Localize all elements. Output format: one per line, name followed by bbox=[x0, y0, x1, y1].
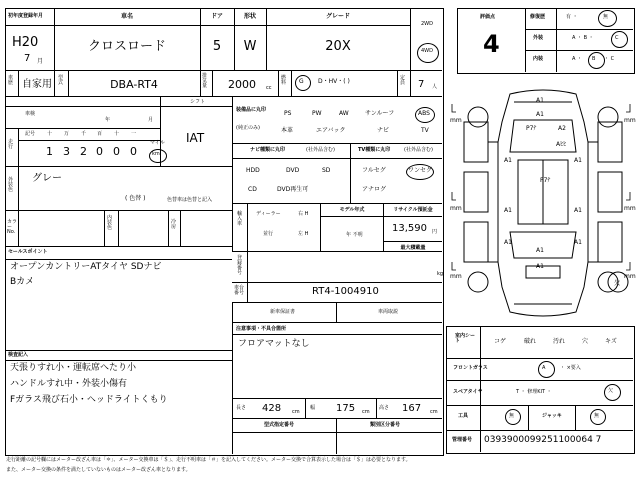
shape-label: 形状 bbox=[243, 13, 257, 20]
diagram-label: A1 bbox=[536, 111, 544, 118]
grade-label: グレード bbox=[325, 13, 351, 20]
import-left: 左 H bbox=[298, 231, 309, 237]
repair-label: 修復歴 bbox=[530, 14, 546, 20]
model-year-value: 年 不明 bbox=[346, 232, 363, 238]
color-no-label: カラーNo. bbox=[7, 219, 18, 235]
diagram-mm: mm bbox=[450, 205, 462, 212]
tools-value: 無 bbox=[509, 413, 515, 419]
tv-sub: (社外品含む) bbox=[404, 147, 433, 153]
shape-value: W bbox=[243, 39, 257, 54]
height-label: 高さ bbox=[379, 405, 390, 411]
color-change: ( 色替 ) bbox=[125, 195, 146, 202]
car-name: クロスロード bbox=[87, 39, 167, 54]
length-cm: cm bbox=[292, 409, 300, 415]
year-label: 年 bbox=[105, 117, 111, 123]
max-load-kg: kg bbox=[437, 271, 444, 277]
interior-eval-label: 内装 bbox=[533, 56, 544, 62]
mileage-digit: 2 bbox=[80, 145, 87, 158]
door-count: 5 bbox=[212, 39, 222, 54]
nav-item: CD bbox=[248, 186, 257, 193]
class-label: 類別区分番号 bbox=[370, 422, 401, 428]
equip-item: ナビ bbox=[377, 127, 390, 134]
digit-header: 千 bbox=[81, 131, 87, 137]
import-label: 輸入車 bbox=[237, 211, 243, 227]
interior-label: 内装色 bbox=[107, 215, 113, 231]
digit-header: 十 bbox=[114, 131, 120, 137]
digit-header: 万 bbox=[64, 131, 70, 137]
jack-label: ジャッキ bbox=[542, 413, 562, 419]
interior-grade: B bbox=[592, 56, 596, 62]
room-seat-label: 室内シート bbox=[455, 333, 476, 344]
digit-header: 一 bbox=[131, 131, 137, 137]
equip-title: 装備品に丸印 bbox=[236, 107, 267, 113]
import-parallel: 並行 bbox=[263, 231, 274, 237]
chassis-label: 車台番号 bbox=[234, 285, 245, 296]
aircon-label: 冷房 bbox=[171, 219, 177, 230]
exterior-c-circle bbox=[611, 31, 628, 48]
spare-missing: 欠 bbox=[608, 388, 614, 394]
tv-title: TV種類に丸印 bbox=[358, 147, 391, 153]
width-label: 幅 bbox=[310, 405, 316, 411]
shift-value: IAT bbox=[186, 131, 205, 145]
first-reg-month: 7 bbox=[24, 53, 31, 64]
diagram-mm: mm bbox=[450, 117, 462, 124]
control-label: 管理番号 bbox=[452, 437, 473, 443]
repair-none: 無 bbox=[603, 14, 609, 20]
recycle-yen: 円 bbox=[432, 229, 438, 235]
equip-subtitle: (純正のみ) bbox=[236, 125, 260, 131]
unit-mile: マイル bbox=[150, 140, 165, 146]
car-name-label: 車名 bbox=[120, 13, 134, 20]
diagram-missing: 欠 bbox=[614, 280, 621, 287]
diagram-label: Aﾋﾋ bbox=[556, 141, 567, 148]
manual: 車両取説 bbox=[378, 309, 399, 315]
capacity-value: 7 bbox=[418, 79, 425, 90]
exterior-eval-options: A ・ B ・ bbox=[572, 35, 594, 41]
first-reg-label: 初年度登録年月 bbox=[8, 13, 44, 19]
nav-title: ナビ種類に丸印 bbox=[250, 147, 286, 153]
inspection-label: 車検 bbox=[25, 111, 36, 117]
drive-2wd: 2WD bbox=[421, 21, 433, 27]
color-note: 色替車は色替と記入 bbox=[167, 197, 213, 203]
seller-points-label: セールスポイント bbox=[8, 249, 48, 255]
import-dealer: ディーラー bbox=[256, 211, 281, 217]
nav-item: SD bbox=[322, 167, 331, 174]
first-reg-year: H20 bbox=[12, 35, 39, 50]
equip-item: サンルーフ bbox=[365, 110, 395, 117]
tv-item: ワンセグ bbox=[408, 167, 433, 174]
reg-label: 車歴 bbox=[8, 75, 14, 86]
equip-item: 本革 bbox=[281, 127, 294, 134]
mileage-digit: 3 bbox=[63, 145, 70, 158]
diagram-label: P7ﾅ bbox=[540, 177, 551, 184]
nav-sub: (社外品含む) bbox=[306, 147, 335, 153]
inspector-line-3: Fガラス飛び石小・ヘッドライトくもり bbox=[10, 395, 168, 405]
diagram-mm: mm bbox=[624, 205, 636, 212]
exterior-color: グレー bbox=[32, 173, 62, 184]
diagram-label: P7ﾅ bbox=[526, 125, 537, 132]
diagram-label: A2 bbox=[558, 125, 566, 132]
month-unit: 月 bbox=[37, 58, 44, 65]
diagram-mm: mm bbox=[624, 117, 636, 124]
mileage-digit: 0 bbox=[96, 145, 103, 158]
interior-eval-a: A ・ bbox=[572, 56, 583, 62]
inspector-label: 検査記入 bbox=[8, 352, 29, 358]
exterior-grade: C bbox=[615, 35, 619, 41]
cc-unit: cc bbox=[266, 85, 272, 91]
inspector-line-2: ハンドルすれ中・外装小傷有 bbox=[10, 379, 128, 389]
recycle-value: 13,590 bbox=[392, 223, 427, 234]
diagram-label: A1 bbox=[536, 247, 544, 254]
mileage-digit: 0 bbox=[113, 145, 120, 158]
shift-label: シフト bbox=[190, 99, 206, 105]
diagram-mm: mm bbox=[624, 273, 636, 280]
type-label: 型式指定番号 bbox=[264, 422, 295, 428]
diagram-label: A1 bbox=[574, 207, 582, 214]
diagram-label: A1 bbox=[504, 207, 512, 214]
tools-label: 工具 bbox=[458, 413, 469, 419]
notes-text: フロアマットなし bbox=[238, 339, 310, 349]
footer-line-2: また、メーター交換の条件を満たしていないものはメーター改ざん車となります。 bbox=[6, 467, 191, 473]
jack-value: 無 bbox=[594, 413, 600, 419]
front-glass-rest: ・ ×要入 bbox=[560, 365, 581, 371]
interior-b-circle bbox=[588, 52, 605, 69]
capacity-unit: 人 bbox=[432, 84, 438, 90]
notes-label: 注意事項・不具合箇所 bbox=[236, 326, 287, 332]
mileage-label: 走行 bbox=[8, 139, 14, 150]
diagram-label: A1 bbox=[574, 157, 582, 164]
drive-4wd: 4WD bbox=[421, 48, 433, 54]
chassis-value: RT4-1004910 bbox=[312, 286, 379, 297]
month-label: 月 bbox=[148, 117, 154, 123]
diagram-label: A1 bbox=[504, 157, 512, 164]
room-seat-item: コゲ bbox=[494, 338, 507, 345]
equip-item: PS bbox=[284, 110, 292, 117]
fuel-label: 燃料 bbox=[281, 75, 287, 86]
interior-eval-c: ・ C bbox=[604, 56, 615, 62]
reg-number-label: 登録番号 bbox=[237, 255, 243, 276]
capacity-label: 定員 bbox=[400, 75, 406, 86]
equip-item: PW bbox=[312, 110, 322, 117]
displacement-label: 排気量 bbox=[202, 73, 208, 89]
fuel-g: G bbox=[299, 78, 304, 85]
import-right: 右 H bbox=[298, 211, 309, 217]
front-glass-circle bbox=[538, 361, 555, 378]
equip-item: ABS bbox=[418, 110, 430, 117]
digit-header: 十 bbox=[47, 131, 53, 137]
equip-item: エアバック bbox=[316, 127, 346, 134]
equip-item: AW bbox=[339, 110, 349, 117]
room-seat-item: キズ bbox=[605, 338, 617, 345]
footer-line-1: 走行距離の記号欄にはメーター改ざん車は「＊」、メーター交換車は「＄」、走行不明車は「＃」を記入してください。メーター交換で合算表示した場合は「＄」は必要となります。 bbox=[6, 457, 411, 463]
recycle-label: リサイクル預託金 bbox=[393, 207, 433, 213]
max-load-label: 最大積載量 bbox=[400, 245, 426, 251]
model-year-label: モデル年式 bbox=[339, 207, 365, 213]
repair-options: 有 ・ bbox=[566, 14, 578, 20]
control-value: 0393900099251100064 7 bbox=[484, 435, 602, 445]
room-seat-item: 汚れ bbox=[553, 338, 566, 345]
seller-point-line-2: Bカメ bbox=[10, 277, 35, 287]
width-value: 175 bbox=[336, 403, 356, 414]
digit-header: 百 bbox=[97, 131, 103, 137]
digit-header: 記号 bbox=[25, 131, 36, 137]
tv-item: アナログ bbox=[362, 186, 387, 193]
height-cm: cm bbox=[430, 409, 438, 415]
nav-item: DVD bbox=[286, 167, 300, 174]
score-label: 評価点 bbox=[480, 14, 496, 20]
reg-value: 自家用 bbox=[22, 79, 52, 90]
fuel-rest: D・HV・( ) bbox=[318, 78, 350, 85]
tv-item: フルセグ bbox=[362, 167, 386, 174]
seller-point-line-1: オープンカントリーATタイヤ SDナビ bbox=[10, 262, 162, 272]
exterior-label: 外装色 bbox=[8, 177, 14, 193]
inspector-line-1: 天張りすれ小・運転席へたり小 bbox=[10, 363, 137, 373]
diagram-mm: mm bbox=[450, 273, 462, 280]
nav-item: DVD再生可 bbox=[277, 186, 309, 193]
diagram-label: A1 bbox=[536, 263, 544, 270]
width-cm: cm bbox=[362, 409, 370, 415]
spare-tire-label: スペアタイヤ bbox=[453, 389, 483, 395]
front-glass-label: フロントガラス bbox=[453, 365, 488, 371]
score-value: 4 bbox=[483, 30, 500, 58]
spare-tire-value: T ・ 修理KIT ・ bbox=[516, 389, 552, 395]
diagram-label: A1 bbox=[536, 97, 544, 104]
equip-item: TV bbox=[421, 127, 429, 134]
diagram-label: A1 bbox=[504, 239, 512, 246]
room-seat-item: 破れ bbox=[524, 338, 537, 345]
front-glass-value: A bbox=[542, 365, 546, 371]
mileage-digit: 1 bbox=[46, 145, 53, 158]
mileage-digit: 0 bbox=[130, 145, 137, 158]
new-warranty: 新車保証書 bbox=[270, 309, 296, 315]
room-seat-item: 穴 bbox=[582, 338, 589, 345]
nav-item: HDD bbox=[246, 167, 260, 174]
grade-value: 20X bbox=[325, 39, 351, 54]
length-label: 長さ bbox=[236, 405, 247, 411]
exterior-eval-label: 外装 bbox=[533, 35, 544, 41]
car-diagram bbox=[448, 82, 638, 322]
model-value: DBA-RT4 bbox=[110, 78, 158, 91]
length-value: 428 bbox=[262, 403, 282, 414]
displacement-value: 2000 bbox=[228, 78, 256, 91]
model-label: 型式 bbox=[58, 75, 64, 86]
unit-km: km bbox=[152, 151, 160, 157]
door-label: ドア bbox=[211, 13, 223, 20]
diagram-label: A1 bbox=[574, 239, 582, 246]
height-value: 167 bbox=[402, 403, 422, 414]
